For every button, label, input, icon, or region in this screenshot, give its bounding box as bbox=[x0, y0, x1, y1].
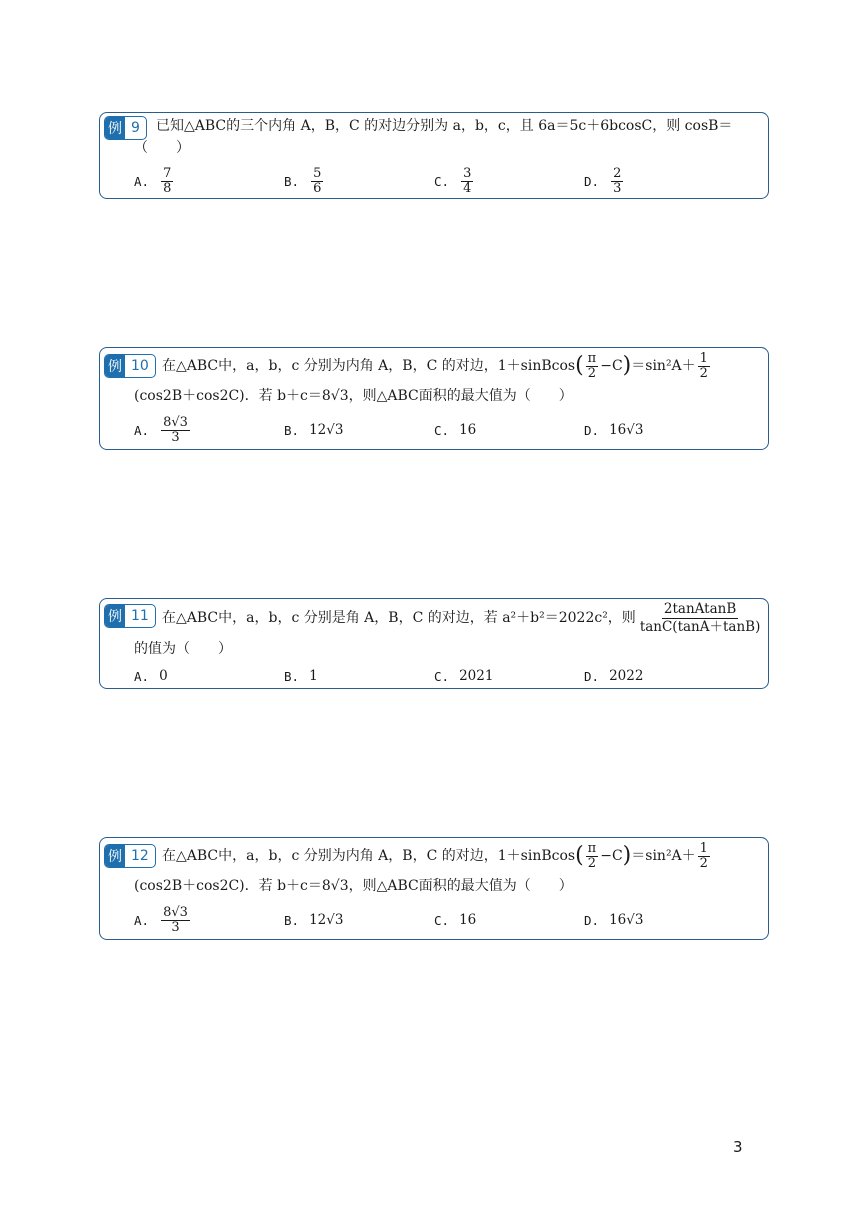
question-line-2: （ ） bbox=[134, 140, 190, 156]
option-letter: D. bbox=[584, 422, 600, 438]
pi-over-2: $\frac{\pi}{2}$ bbox=[587, 840, 597, 871]
problem-12 bbox=[99, 837, 769, 940]
option-fraction: $\frac{7}{8}$ bbox=[163, 166, 172, 196]
question-line-2: (cos2B＋cos2C)．若 b＋c＝8√3，则△ABC面积的最大值为（ ） bbox=[134, 388, 573, 404]
problem-9 bbox=[99, 112, 769, 199]
example-badge bbox=[104, 604, 156, 628]
option-value: 12√3 bbox=[309, 912, 344, 928]
question-line-2: (cos2B＋cos2C)．若 b＋c＝8√3，则△ABC面积的最大值为（ ） bbox=[134, 878, 573, 894]
option-value: 1 bbox=[309, 668, 318, 684]
option-fraction: $\frac{5}{6}$ bbox=[313, 166, 322, 196]
option-value: 12√3 bbox=[309, 422, 344, 438]
option-a bbox=[134, 416, 192, 445]
option-a bbox=[134, 668, 168, 684]
option-letter: C. bbox=[434, 912, 450, 928]
option-b bbox=[284, 422, 343, 438]
option-value: 0 bbox=[159, 668, 168, 684]
option-c bbox=[434, 668, 493, 684]
question-line-2: 的值为（ ） bbox=[134, 641, 232, 657]
option-value: 2022 bbox=[609, 668, 644, 684]
option-d bbox=[584, 912, 643, 928]
option-letter: B. bbox=[284, 668, 300, 684]
option-b bbox=[284, 167, 325, 196]
example-label: 例 bbox=[105, 117, 125, 139]
example-number: 9 bbox=[131, 120, 140, 136]
question-line-1: 在△ABC中，a，b，c 分别是角 A，B，C 的对边，若 a²＋b²＝2022c²，则 $\frac{\text{2tanAtanB}}{\tan C(\tan A+\tan B)}$ bbox=[162, 600, 761, 635]
option-value: 16√3 bbox=[609, 422, 644, 438]
option-fraction: $\frac{2}{3}$ bbox=[613, 166, 622, 196]
option-value: 16 bbox=[459, 912, 477, 928]
option-d bbox=[584, 167, 625, 196]
problem-10 bbox=[99, 347, 769, 450]
option-letter: A. bbox=[134, 668, 150, 684]
option-d bbox=[584, 422, 643, 438]
page-number: 3 bbox=[733, 1138, 743, 1156]
option-letter: C. bbox=[434, 422, 450, 438]
option-c bbox=[434, 422, 476, 438]
option-letter: B. bbox=[284, 912, 300, 928]
problem-11 bbox=[99, 598, 769, 689]
option-letter: D. bbox=[584, 668, 600, 684]
example-label: 例 bbox=[105, 605, 125, 627]
example-number: 11 bbox=[131, 608, 149, 624]
pi-over-2: $\frac{\pi}{2}$ bbox=[587, 350, 597, 381]
example-number: 12 bbox=[131, 848, 149, 864]
option-letter: A. bbox=[134, 423, 150, 438]
option-fraction: $\frac{3}{4}$ bbox=[463, 166, 472, 196]
question-line-1: 在△ABC中，a，b，c 分别为内角 A，B，C 的对边，1＋sinBcos ( $\frac{\pi}{2}$ −C ) ＝sin²A＋ $\frac{1}{2}$ bbox=[162, 350, 708, 381]
question-line-1: 已知△ABC的三个内角 A，B，C 的对边分别为 a，b，c，且 6a＝5c＋6bcosC，则 cosB＝ bbox=[156, 118, 733, 134]
option-b bbox=[284, 912, 343, 928]
example-number: 10 bbox=[131, 358, 149, 374]
question-line-1: 在△ABC中，a，b，c 分别为内角 A，B，C 的对边，1＋sinBcos ( $\frac{\pi}{2}$ −C ) ＝sin²A＋ $\frac{1}{2}$ bbox=[162, 840, 708, 871]
option-c bbox=[434, 912, 476, 928]
option-letter: A. bbox=[134, 174, 150, 189]
option-letter: A. bbox=[134, 913, 150, 928]
option-b bbox=[284, 668, 318, 684]
example-label: 例 bbox=[105, 355, 125, 377]
option-letter: C. bbox=[434, 174, 450, 189]
example-label: 例 bbox=[105, 845, 125, 867]
option-a bbox=[134, 906, 192, 935]
option-fraction: $\frac{8√3}{3}$ bbox=[163, 905, 188, 935]
option-letter: B. bbox=[284, 422, 300, 438]
option-a bbox=[134, 167, 175, 196]
option-value: 16 bbox=[459, 422, 477, 438]
example-badge bbox=[104, 844, 156, 868]
option-letter: D. bbox=[584, 912, 600, 928]
option-value: 2021 bbox=[459, 668, 494, 684]
one-half: $\frac{1}{2}$ bbox=[699, 350, 708, 381]
example-badge bbox=[104, 354, 156, 378]
option-c bbox=[434, 167, 475, 196]
option-letter: B. bbox=[284, 174, 300, 189]
option-fraction: $\frac{8√3}{3}$ bbox=[163, 415, 188, 445]
option-letter: D. bbox=[584, 174, 600, 189]
option-letter: C. bbox=[434, 668, 450, 684]
tan-fraction: $\frac{\text{2tanAtanB}}{\tan C(\tan A+\tan B)}$ bbox=[639, 600, 761, 635]
example-badge bbox=[104, 116, 147, 140]
option-d bbox=[584, 668, 643, 684]
one-half: $\frac{1}{2}$ bbox=[699, 840, 708, 871]
option-value: 16√3 bbox=[609, 912, 644, 928]
